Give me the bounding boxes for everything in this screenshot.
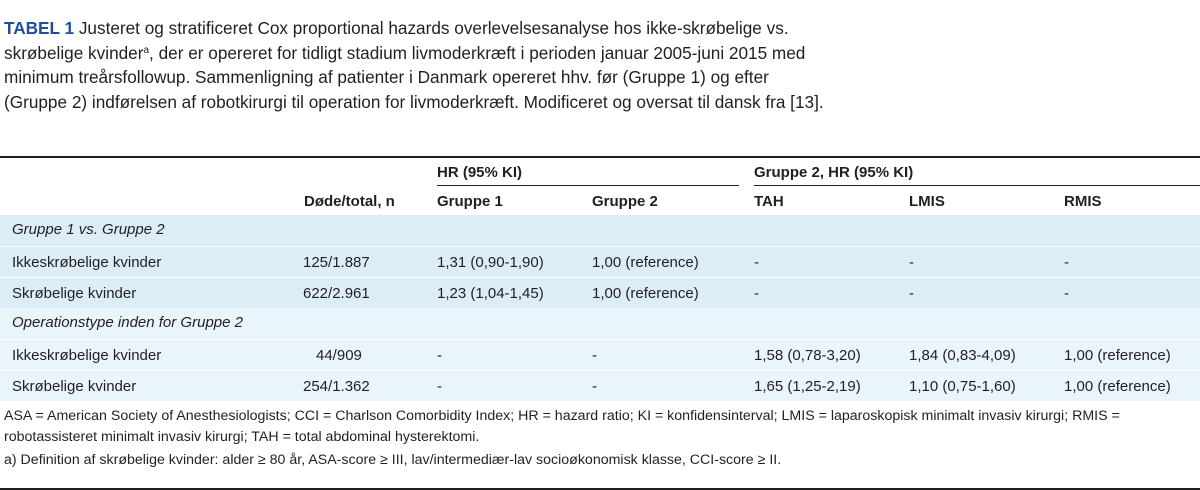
cell-lmis: - xyxy=(909,285,914,302)
caption-text: Justeret og stratificeret Cox proportional hazards overlevelsesanalyse hos ikke-skrøbelige vs. skrøbelige kvinder xyxy=(4,18,789,63)
cell-rmis: 1,00 (reference) xyxy=(1064,347,1171,364)
cell-tah: 1,58 (0,78-3,20) xyxy=(754,347,861,364)
cell-lmis: 1,10 (0,75-1,60) xyxy=(909,378,1016,395)
footnote-abbreviations: ASA = American Society of Anesthesiologists; CCI = Charlson Comorbidity Index; HR = hazard ratio; KI = konfidensinterval; LMIS = laparoskopisk minimalt invasiv kirurgi; RMIS = robotassisteret minimalt invasiv kirurgi; TAH = total abdominal hysterektomi. xyxy=(4,408,1120,445)
column-header-rmis: RMIS xyxy=(1064,193,1102,210)
header-gruppe2-group: Gruppe 2, HR (95% KI) xyxy=(754,164,914,181)
cell-gruppe1: 1,23 (1,04-1,45) xyxy=(437,285,544,302)
section-title: Operationstype inden for Gruppe 2 xyxy=(12,314,243,331)
cell-rmis: - xyxy=(1064,285,1069,302)
table-row xyxy=(0,247,1200,278)
caption-text-continued: , der er opereret for tidligt stadium livmoderkræft i perioden januar 2005-juni 2015 med minimum treårsfollowup. Sammenligning af patienter i Danmark opereret hhv. før (Gruppe 1) og efter (Gruppe 2) indførelsen af robotkirurgi til operation for livmoderkræft. Modificeret og oversat til dansk fra [13]. xyxy=(4,42,824,112)
column-header-deaths: Døde/total, n xyxy=(304,193,395,210)
cell-deaths-total: 622/2.961 xyxy=(303,285,370,302)
row-label: Ikkeskrøbelige kvinder xyxy=(12,254,162,271)
cell-tah: 1,65 (1,25-2,19) xyxy=(754,378,861,395)
cell-rmis: 1,00 (reference) xyxy=(1064,378,1171,395)
table-row xyxy=(0,371,1200,402)
table-caption xyxy=(4,16,824,114)
table-label: TABEL 1 xyxy=(4,18,75,38)
cell-lmis: - xyxy=(909,254,914,271)
cell-deaths-total: 44/909 xyxy=(316,347,362,364)
cell-deaths-total: 125/1.887 xyxy=(303,254,370,271)
cell-gruppe2: - xyxy=(592,378,597,395)
table-row xyxy=(0,278,1200,309)
header-gruppe2-underline xyxy=(754,185,1200,186)
column-header-gruppe2: Gruppe 2 xyxy=(592,193,658,210)
cell-lmis: 1,84 (0,83-4,09) xyxy=(909,347,1016,364)
cell-gruppe1: - xyxy=(437,347,442,364)
row-label: Skrøbelige kvinder xyxy=(12,378,137,395)
column-header-tah: TAH xyxy=(754,193,784,210)
caption-footnote-marker: a xyxy=(143,44,150,56)
section-title: Gruppe 1 vs. Gruppe 2 xyxy=(12,221,165,238)
header-hr-group: HR (95% KI) xyxy=(437,164,523,181)
cell-tah: - xyxy=(754,285,759,302)
header-hr-underline xyxy=(437,185,739,186)
cell-gruppe2: 1,00 (reference) xyxy=(592,285,699,302)
cell-gruppe1: 1,31 (0,90-1,90) xyxy=(437,254,544,271)
cell-gruppe1: - xyxy=(437,378,442,395)
footnote-a: a) Definition af skrøbelige kvinder: alder ≥ 80 år, ASA-score ≥ III, lav/intermediær-lav socioøkonomisk klasse, CCI-score ≥ II. xyxy=(4,452,782,468)
row-label: Skrøbelige kvinder xyxy=(12,285,137,302)
cell-deaths-total: 254/1.362 xyxy=(303,378,370,395)
column-header-lmis: LMIS xyxy=(909,193,945,210)
row-label: Ikkeskrøbelige kvinder xyxy=(12,347,162,364)
cell-tah: - xyxy=(754,254,759,271)
table-row xyxy=(0,340,1200,371)
column-header-gruppe1: Gruppe 1 xyxy=(437,193,503,210)
cell-gruppe2: 1,00 (reference) xyxy=(592,254,699,271)
cell-rmis: - xyxy=(1064,254,1069,271)
cell-gruppe2: - xyxy=(592,347,597,364)
table-top-rule xyxy=(0,156,1200,158)
